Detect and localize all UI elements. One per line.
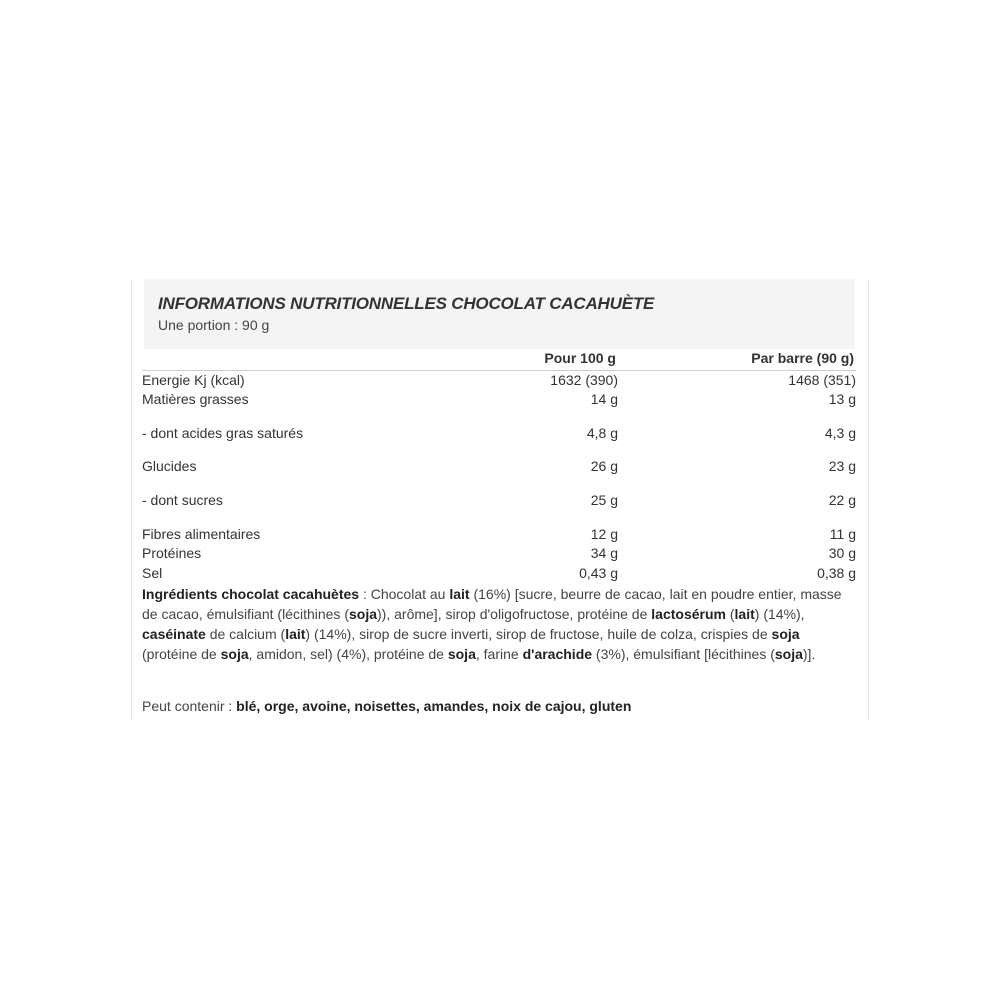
header-divider: [142, 370, 856, 371]
ingredient-highlight: soja: [349, 606, 378, 622]
ingredient-text: )].: [802, 646, 816, 662]
ingredient-highlight: soja: [447, 646, 476, 662]
ingredient-text: de calcium (: [205, 626, 286, 642]
row-value-per-100g: 26 g: [590, 458, 618, 474]
row-value-per-100g: 4,8 g: [586, 425, 618, 441]
row-value-per-bar: 13 g: [828, 391, 856, 407]
ingredient-highlight: caséinate: [142, 626, 206, 642]
ingredient-highlight: lait: [734, 606, 755, 622]
row-value-per-bar: 30 g: [828, 545, 856, 561]
row-value-per-100g: 34 g: [590, 545, 618, 561]
ingredient-text: , amidon, sel) (4%), protéine de: [248, 646, 448, 662]
row-label: Glucides: [142, 458, 197, 474]
row-label: - dont acides gras saturés: [142, 425, 304, 441]
row-value-per-100g: 0,43 g: [579, 565, 618, 581]
table-row: [142, 391, 856, 410]
allergens-prefix: Peut contenir :: [142, 698, 237, 714]
ingredient-text: )), arôme], sirop d'oligofructose, protéine de: [377, 606, 652, 622]
nutrition-panel: [131, 279, 869, 720]
ingredient-highlight: lait: [449, 586, 470, 602]
column-header-per-bar: Par barre (90 g): [751, 350, 854, 366]
ingredient-text: (16%) [sucre, beurre de cacao, lait en poudre entier, masse de cacao, émulsifiant (lécithines (: [142, 586, 842, 622]
ingredient-highlight: d'arachide: [522, 646, 593, 662]
ingredient-highlight: Ingrédients chocolat cacahuètes: [142, 586, 360, 602]
ingredient-highlight: soja: [220, 646, 249, 662]
table-row: [142, 492, 856, 511]
ingredient-text: : Chocolat au: [359, 586, 450, 602]
table-row: [142, 526, 856, 545]
row-label: Sel: [142, 565, 163, 581]
row-label: Protéines: [142, 545, 202, 561]
ingredient-text: (: [725, 606, 735, 622]
ingredient-highlight: lactosérum: [651, 606, 726, 622]
ingredient-text: , farine: [475, 646, 523, 662]
ingredient-highlight: soja: [774, 646, 803, 662]
row-label: Fibres alimentaires: [142, 526, 261, 542]
ingredient-highlight: lait: [285, 626, 306, 642]
table-row: [142, 425, 856, 444]
row-value-per-100g: 14 g: [590, 391, 618, 407]
column-header-per-100g: Pour 100 g: [544, 350, 616, 366]
nutrition-header: [144, 279, 855, 349]
row-value-per-100g: 12 g: [590, 526, 618, 542]
row-label: - dont sucres: [142, 492, 223, 508]
row-value-per-bar: 23 g: [828, 458, 856, 474]
table-row: [142, 545, 856, 564]
row-value-per-bar: 4,3 g: [824, 425, 856, 441]
ingredient-text: (3%), émulsifiant [lécithines (: [592, 646, 775, 662]
table-row: [142, 372, 856, 391]
table-row: [142, 565, 856, 584]
row-label: Energie Kj (kcal): [142, 372, 245, 388]
allergens-text: [142, 698, 858, 714]
row-value-per-bar: 22 g: [828, 492, 856, 508]
row-value-per-100g: 1632 (390): [550, 372, 618, 388]
portion-size: Une portion : 90 g: [158, 317, 270, 333]
row-label: Matières grasses: [142, 391, 249, 407]
ingredients-text: [142, 584, 858, 664]
row-value-per-bar: 11 g: [829, 526, 856, 542]
page-title: INFORMATIONS NUTRITIONNELLES CHOCOLAT CACAHUÈTE: [158, 294, 655, 313]
ingredient-text: (protéine de: [142, 646, 221, 662]
row-value-per-bar: 1468 (351): [788, 372, 856, 388]
ingredient-highlight: soja: [771, 626, 800, 642]
table-row: [142, 458, 856, 477]
row-value-per-100g: 25 g: [590, 492, 618, 508]
allergens-list: blé, orge, avoine, noisettes, amandes, noix de cajou, gluten: [236, 698, 632, 714]
ingredient-text: ) (14%), sirop de sucre inverti, sirop de fructose, huile de colza, crispies de: [305, 626, 772, 642]
row-value-per-bar: 0,38 g: [817, 565, 856, 581]
ingredient-text: ) (14%),: [754, 606, 805, 622]
